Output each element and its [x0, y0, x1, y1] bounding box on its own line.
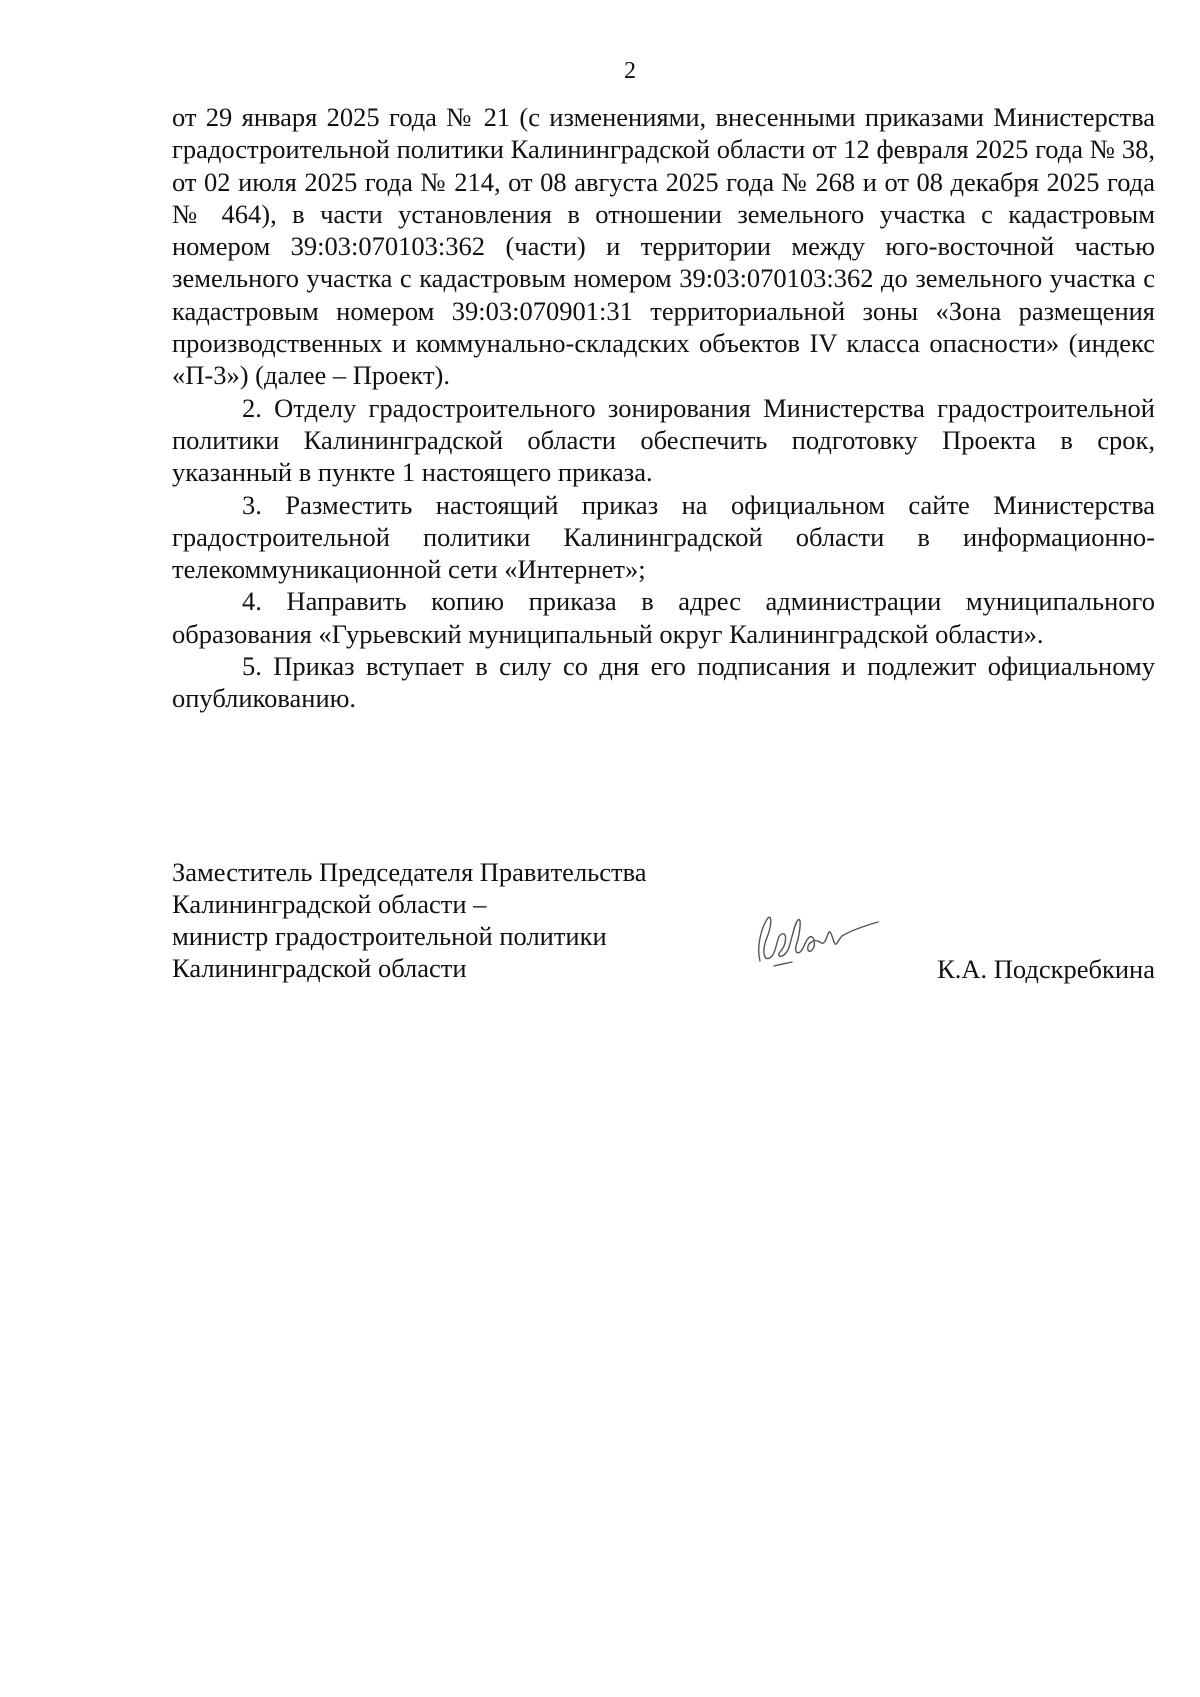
signer-title-line: Калининградской области	[172, 953, 467, 983]
signer-title-line: министр градостроительной политики	[172, 921, 607, 951]
signer-name: К.А. Подскребкина	[937, 954, 1155, 984]
document-body	[172, 101, 1155, 715]
item-5-paragraph: 5. Приказ вступает в силу со дня его подписания и подлежит официальному опубликованию.	[172, 651, 1155, 714]
handwritten-signature	[752, 906, 882, 971]
signer-title-line: Заместитель Председателя Правительства	[172, 857, 647, 887]
intro-paragraph: от 29 января 2025 года № 21 (с изменениями, внесенными приказами Министерства градостроительной политики Калининградской области от 12 февраля 2025 года № 38, от 02 июля 2025 года № 214, от 08 августа 2025 года № 268 и от 08 декабря 2025 года № 464), в части установления в отношении земельного участка с кадастровым номером 39:03:070103:362 (части) и территории между юго-восточной частью земельного участка с кадастровым номером 39:03:070103:362 до земельного участка с кадастровым номером 39:03:070901:31 территориальной зоны «Зона размещения производственных и коммунально-складских объектов IV класса опасности» (индекс «П-3») (далее – Проект).	[172, 102, 1155, 391]
item-3-paragraph: 3. Разместить настоящий приказ на официальном сайте Министерства градостроительной политики Калининградской области в информационно-телекоммуникационной сети «Интернет»;	[172, 489, 1155, 585]
signature-block	[172, 856, 1155, 996]
page-number: 2	[624, 58, 636, 84]
item-2-paragraph: 2. Отделу градостроительного зонирования Министерства градостроительной политики Калининградской области обеспечить подготовку Проекта в срок, указанный в пункте 1 настоящего приказа.	[172, 392, 1155, 488]
signer-title-line: Калининградской области –	[172, 889, 487, 919]
item-4-paragraph: 4. Направить копию приказа в адрес администрации муниципального образования «Гурьевский муниципальный округ Калининградской области».	[172, 586, 1155, 649]
